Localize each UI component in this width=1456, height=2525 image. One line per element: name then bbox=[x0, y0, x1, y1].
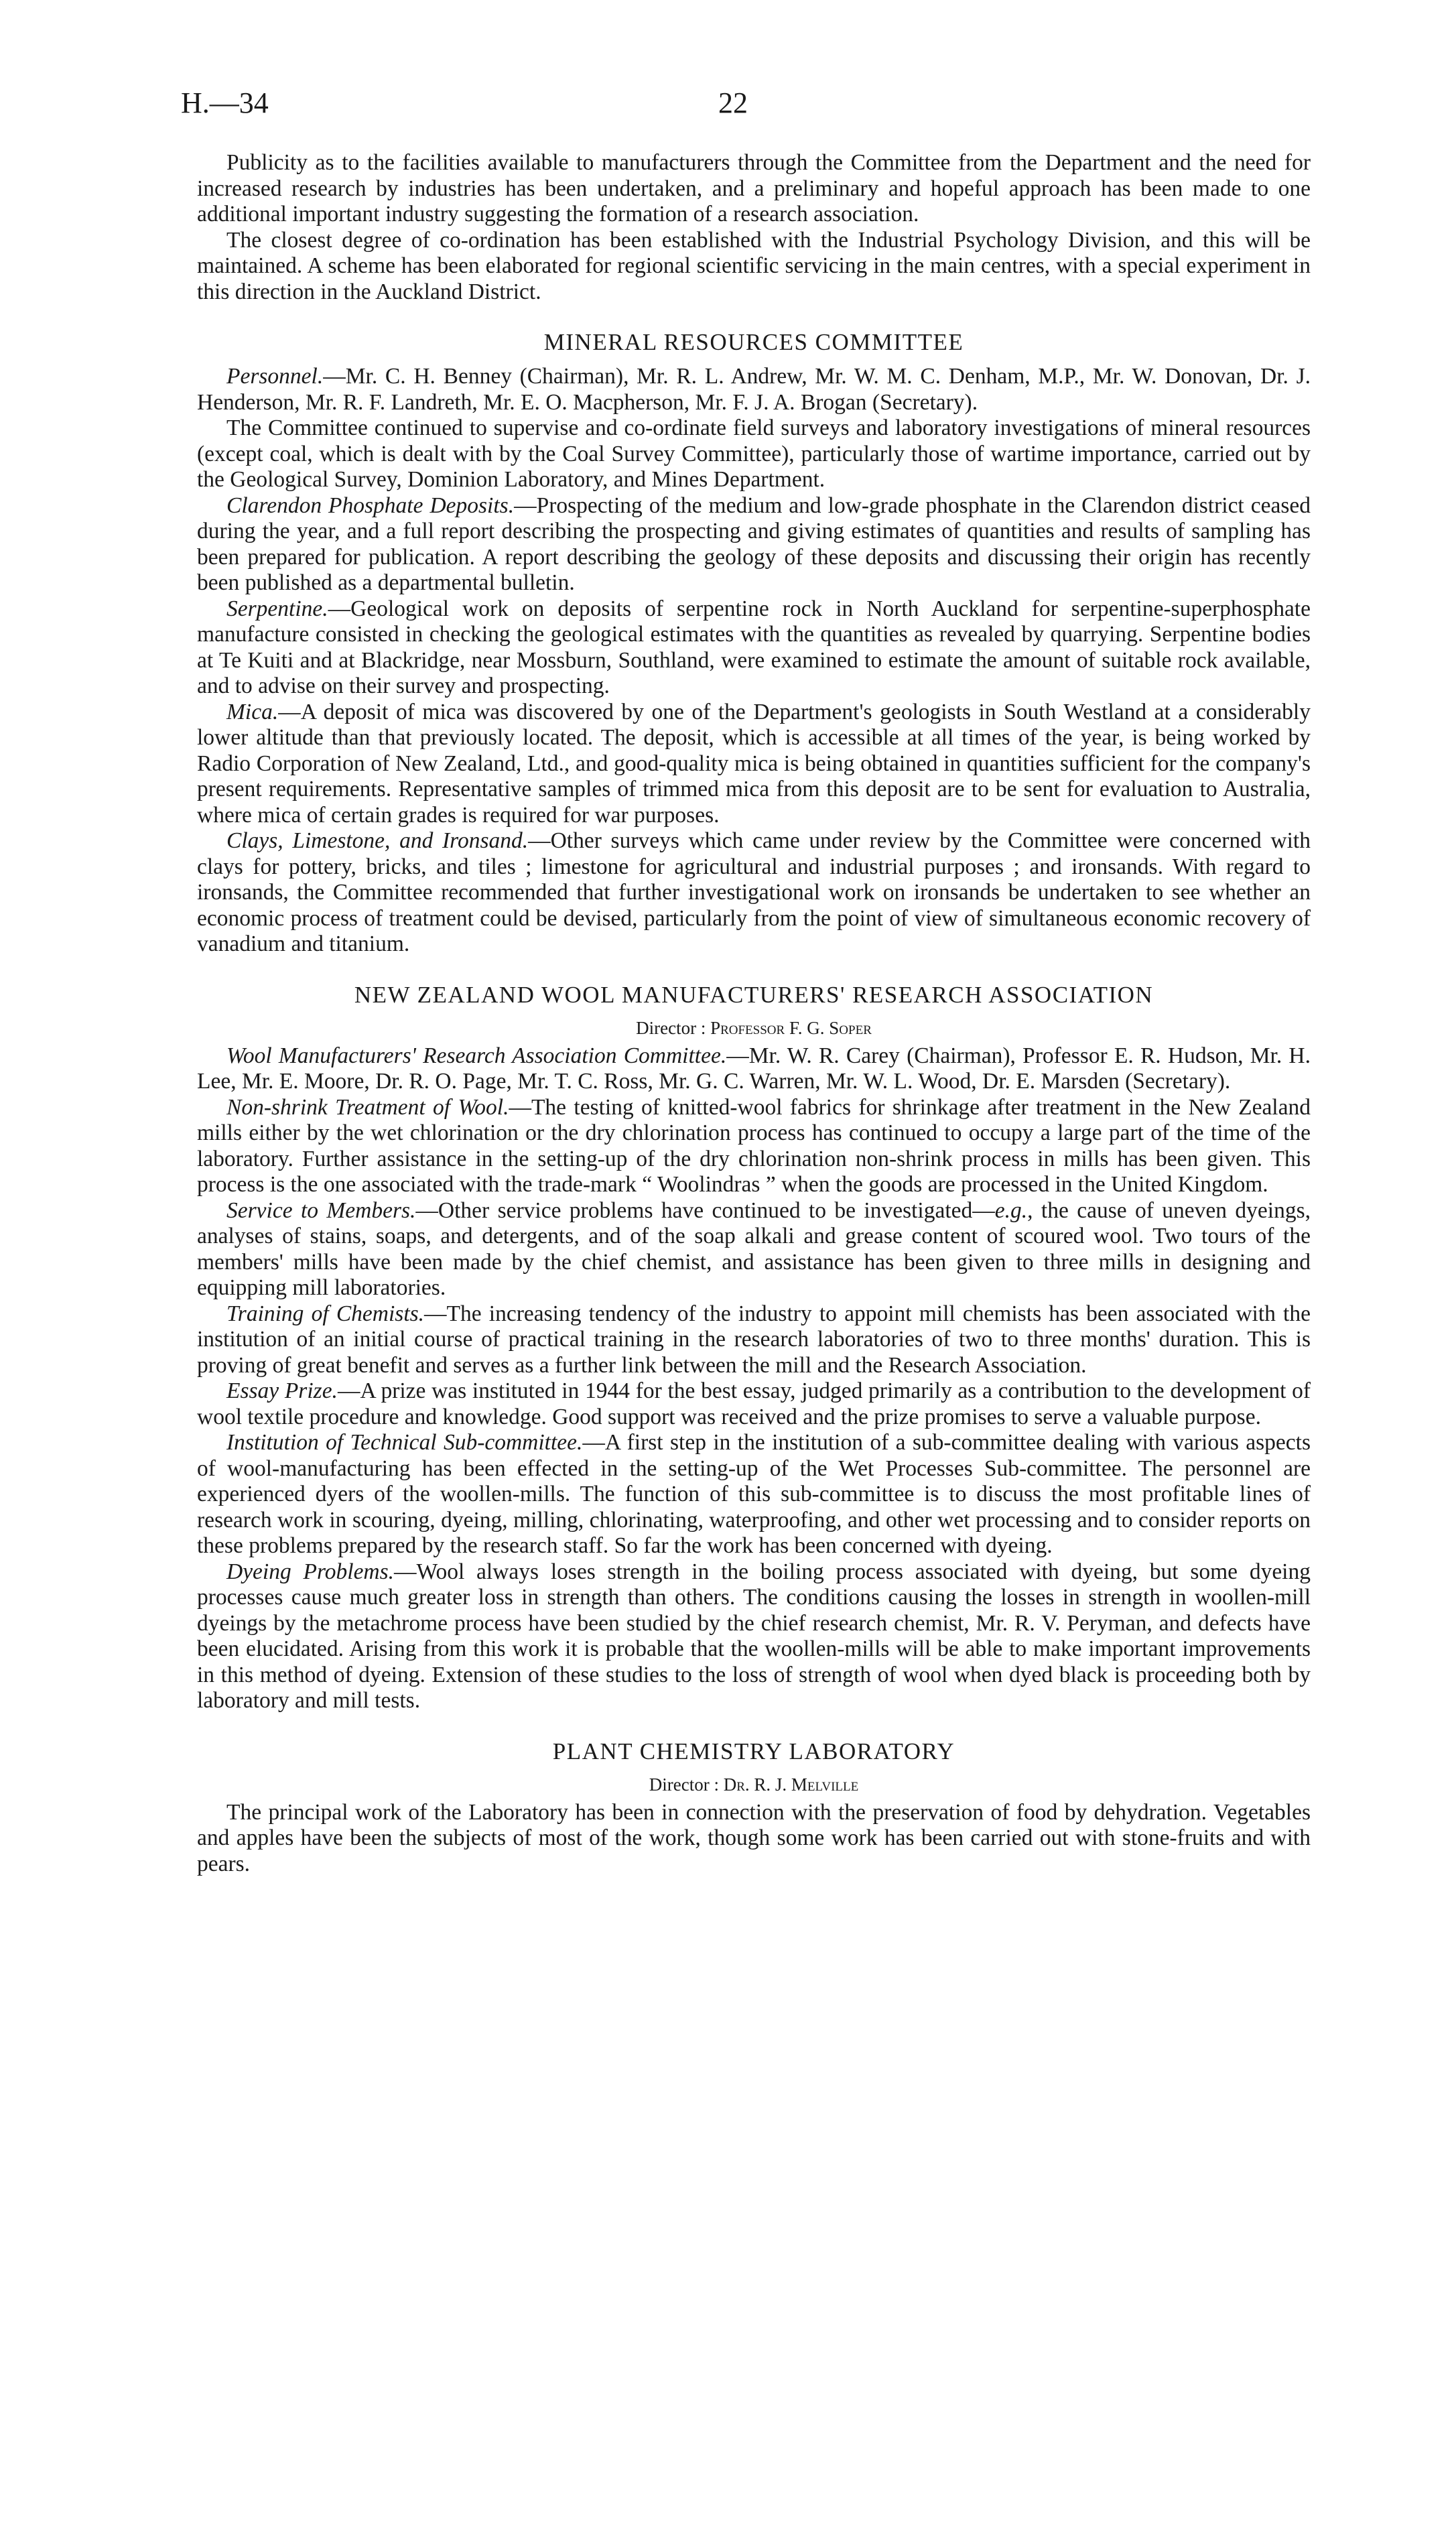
wool-director-label: Director : bbox=[636, 1017, 706, 1038]
wool-director-line bbox=[197, 1017, 1311, 1039]
clays-text: —Other surveys which came under review by the Committee were concerned with clays for pottery, bricks, and tiles ; limestone for agricultural and industrial purposes ; and ironsands. With regard to ironsands, the Committee recommended that further investigational work on ironsands be undertaken to see whether an economic process of treatment could be devised, particularly from the point of view of simultaneous economic recovery of vanadium and titanium. bbox=[197, 828, 1311, 956]
wool-director-name: Professor F. G. Soper bbox=[710, 1017, 872, 1038]
mica-paragraph bbox=[197, 700, 1311, 829]
training-lead: Training of Chemists. bbox=[226, 1301, 425, 1326]
serpentine-paragraph bbox=[197, 596, 1311, 700]
personnel-lead: Personnel. bbox=[226, 364, 324, 389]
plant-director-label: Director : bbox=[649, 1774, 719, 1795]
plant-paragraph-1: The principal work of the Laboratory has been in connection with the preservation of food by dehydration. Vegetables and apples have been the subjects of most of the work, though some work has been carried out with stone-fruits and with pears. bbox=[197, 1799, 1311, 1876]
personnel-text: —Mr. C. H. Benney (Chairman), Mr. R. L. Andrew, Mr. W. M. C. Denham, M.P., Mr. W. Donovan, Dr. J. Henderson, Mr. R. F. Landreth, Mr. E. O. Macpherson, Mr. F. J. A. Brogan (Secretary). bbox=[197, 364, 1311, 415]
service-paragraph bbox=[197, 1198, 1311, 1301]
mica-text: —A deposit of mica was discovered by one of the Department's geologists in South Westland at a considerably lower altitude than that previously located. The deposit, which is accessible at all times of the year, is being worked by Radio Corporation of New Zealand, Ltd., and good-quality mica is being obtained in quantities sufficient for the company's present requirements. Representative samples of trimmed mica from this deposit are to be sent for evaluation to Australia, where mica of certain grades is required for war purposes. bbox=[197, 699, 1311, 828]
essay-text: —A prize was instituted in 1944 for the best essay, judged primarily as a contribution to the development of wool textile procedure and knowledge. Good support was received and the prize promises to serve a valuable purpose. bbox=[197, 1378, 1311, 1429]
dyeing-lead: Dyeing Problems. bbox=[226, 1559, 395, 1584]
intro-paragraph-1: Publicity as to the facilities available to manufacturers through the Committee from the Department and the need for increased research by industries has been undertaken, and a preliminary and hopeful approach has been made to one additional important industry suggesting the formation of a research association. bbox=[197, 150, 1311, 226]
service-lead: Service to Members. bbox=[226, 1197, 416, 1223]
nonshrink-paragraph bbox=[197, 1095, 1311, 1198]
nonshrink-lead: Non-shrink Treatment of Wool. bbox=[226, 1094, 509, 1120]
service-text-a: —Other service problems have continued to be investigated— bbox=[415, 1197, 995, 1223]
page-body bbox=[197, 150, 1311, 1877]
service-text-b: , the cause of uneven dyeings, analyses of stains, soaps, and detergents, and of the soap alkali and grease content of scoured wool. Two tours of the members' mills have been made by the chief chemist, and assistance has been given to three mills in designing and equipping mill laboratories. bbox=[197, 1197, 1311, 1300]
dyeing-text: —Wool always loses strength in the boiling process associated with dyeing, but some dyeing processes cause much greater loss in strength than others. The conditions causing the losses in strength in woollen-mill dyeings by the metachrome process have been studied by the chief research chemist, Mr. R. V. Peryman, and defects have been elucidated. Arising from this work it is probable that the woollen-mills will be able to make important improvements in this method of dyeing. Extension of these studies to the loss of strength of wool when dyed black is proceeding both by laboratory and mill tests. bbox=[197, 1559, 1311, 1713]
plant-director-line bbox=[197, 1773, 1311, 1796]
institution-text: —A first step in the institution of a sub-committee dealing with various aspects of wool-manufacturing has been effected in the setting-up of the Wet Processes Sub-committee. The personnel are experienced dyers of the woollen-mills. The function of this sub-committee is to discuss the most profitable lines of research work in scouring, dyeing, milling, chlorinating, waterproofing, and other wet processing and to consider reports on these problems prepared by the research staff. So far the work has been concerned with dyeing. bbox=[197, 1430, 1311, 1558]
intro-paragraph-2: The closest degree of co-ordination has been established with the Industrial Psychology Division, and this will be maintained. A scheme has been elaborated for regional scientific servicing in the main centres, with a special experiment in this direction in the Auckland District. bbox=[197, 227, 1311, 304]
mineral-intro-paragraph: The Committee continued to supervise and co-ordinate field surveys and laboratory investigations of mineral resources (except coal, which is dealt with by the Coal Survey Committee), particularly those of wartime importance, carried out by the Geological Survey, Dominion Laboratory, and Mines Department. bbox=[197, 415, 1311, 492]
document-code: H.—34 bbox=[181, 86, 269, 119]
institution-lead: Institution of Technical Sub-committee. bbox=[226, 1430, 583, 1455]
plant-chemistry-heading: PLANT CHEMISTRY LABORATORY bbox=[552, 1738, 955, 1764]
wool-association-heading: NEW ZEALAND WOOL MANUFACTURERS' RESEARCH ASSOCIATION bbox=[354, 981, 1154, 1008]
institution-paragraph bbox=[197, 1430, 1311, 1559]
mica-lead: Mica. bbox=[226, 699, 279, 724]
page-number: 22 bbox=[718, 86, 748, 119]
service-eg: e.g. bbox=[994, 1197, 1028, 1223]
clays-lead: Clays, Limestone, and Ironsand. bbox=[226, 828, 529, 853]
mineral-resources-heading: MINERAL RESOURCES COMMITTEE bbox=[543, 329, 964, 355]
nonshrink-text: —The testing of knitted-wool fabrics for shrinkage after treatment in the New Zealand mills either by the wet chlorination or the dry chlorination process has continued to occupy a large part of the time of the laboratory. Further assistance in the setting-up of the dry chlorination non-shrink process in mills has been given. This process is the one associated with the trade-mark “ Woolindras ” when the goods are processed in the United Kingdom. bbox=[197, 1094, 1311, 1197]
training-text: —The increasing tendency of the industry to appoint mill chemists has been associated with the institution of an initial course of practical training in the research laboratories of two to three months' duration. This is proving of great benefit and serves as a further link between the mill and the Research Association. bbox=[197, 1301, 1311, 1378]
clarendon-lead: Clarendon Phosphate Deposits. bbox=[226, 493, 515, 518]
serpentine-text: —Geological work on deposits of serpentine rock in North Auckland for serpentine-superphosphate manufacture consisted in checking the geological estimates with the quantities as revealed by quarrying. Serpentine bodies at Te Kuiti and at Blackridge, near Mossburn, Southland, were examined to estimate the amount of suitable rock available, and to advise on their survey and prospecting. bbox=[197, 596, 1311, 698]
plant-director-name: Dr. R. J. Melville bbox=[723, 1774, 859, 1795]
clays-paragraph bbox=[197, 828, 1311, 958]
wool-committee-lead: Wool Manufacturers' Research Association Committee. bbox=[226, 1043, 727, 1068]
clarendon-text: —Prospecting of the medium and low-grade phosphate in the Clarendon district ceased during the year, and a full report describing the prospecting and giving estimates of quantities and results of sampling has been prepared for publication. A report describing the geology of these deposits and discussing their origin has recently been published as a departmental bulletin. bbox=[197, 493, 1311, 595]
wool-committee-text: —Mr. W. R. Carey (Chairman), Professor E. R. Hudson, Mr. H. Lee, Mr. E. Moore, Dr. R. O. Page, Mr. T. C. Ross, Mr. G. C. Warren, Mr. W. L. Wood, Dr. E. Marsden (Secretary). bbox=[197, 1043, 1311, 1094]
essay-paragraph bbox=[197, 1378, 1311, 1430]
clarendon-paragraph bbox=[197, 493, 1311, 596]
dyeing-paragraph bbox=[197, 1559, 1311, 1714]
mineral-personnel-paragraph bbox=[197, 364, 1311, 415]
wool-committee-paragraph bbox=[197, 1043, 1311, 1095]
serpentine-lead: Serpentine. bbox=[226, 596, 328, 621]
training-paragraph bbox=[197, 1301, 1311, 1379]
essay-lead: Essay Prize. bbox=[226, 1378, 338, 1403]
